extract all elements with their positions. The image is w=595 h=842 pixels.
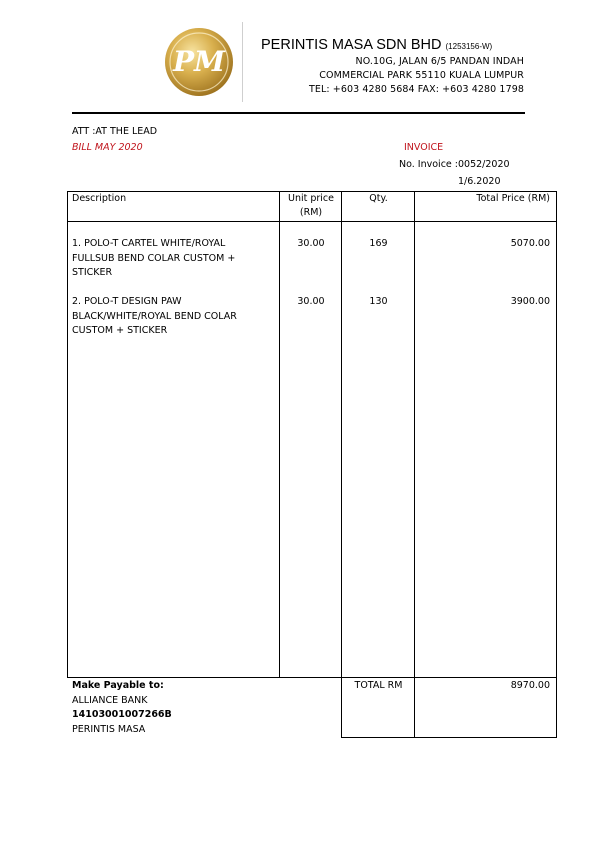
col-divider-qty	[341, 191, 342, 738]
company-address-line1: NO.10G, JALAN 6/5 PANDAN INDAH	[355, 56, 524, 67]
total-amount: 8970.00	[510, 680, 550, 691]
row-total: 3900.00	[510, 296, 550, 307]
bill-period: BILL MAY 2020	[72, 142, 143, 153]
logo-monogram: PM	[172, 45, 226, 78]
payment-label: Make Payable to:	[72, 680, 164, 691]
header-description: Description	[72, 193, 127, 204]
table-bottom-border	[67, 677, 557, 678]
row-description: 1. POLO-T CARTEL WHITE/ROYAL FULLSUB BEND COLAR CUSTOM + STICKER	[72, 238, 236, 278]
table-left-border	[67, 191, 68, 678]
total-label: TOTAL RM	[354, 680, 403, 691]
company-name-text: PERINTIS MASA SDN BHD	[261, 37, 442, 53]
row-qty: 169	[369, 238, 388, 249]
header-total-price: Total Price (RM)	[476, 193, 550, 204]
invoice-date: 1/6.2020	[458, 176, 501, 187]
row-unit-price: 30.00	[297, 238, 325, 249]
col-divider-total	[414, 191, 415, 738]
payment-account: 14103001007266B	[72, 709, 172, 720]
row-description: 2. POLO-T DESIGN PAW BLACK/WHITE/ROYAL BEND COLAR CUSTOM + STICKER	[72, 296, 237, 336]
invoice-title: INVOICE	[404, 142, 444, 153]
col-divider-price	[279, 191, 280, 678]
payment-bank: ALLIANCE BANK	[72, 695, 148, 706]
company-name	[261, 37, 492, 53]
row-total: 5070.00	[510, 238, 550, 249]
table-right-border	[556, 191, 557, 738]
row-unit-price: 30.00	[297, 296, 325, 307]
row-qty: 130	[369, 296, 388, 307]
company-reg-no: (1253156-W)	[445, 42, 493, 51]
att-line: ATT :AT THE LEAD	[72, 126, 158, 137]
header-divider	[72, 112, 525, 114]
payment-account-name: PERINTIS MASA	[72, 724, 146, 735]
company-logo	[158, 22, 243, 102]
company-contact: TEL: +603 4280 5684 FAX: +603 4280 1798	[308, 84, 524, 95]
invoice-number: No. Invoice :0052/2020	[399, 159, 510, 170]
table-header-border	[67, 221, 557, 222]
header-unit-price: Unit price (RM)	[287, 193, 334, 218]
company-address-line2: COMMERCIAL PARK 55110 KUALA LUMPUR	[319, 70, 524, 81]
total-box-bottom	[341, 737, 557, 738]
header-qty: Qty.	[369, 193, 388, 204]
